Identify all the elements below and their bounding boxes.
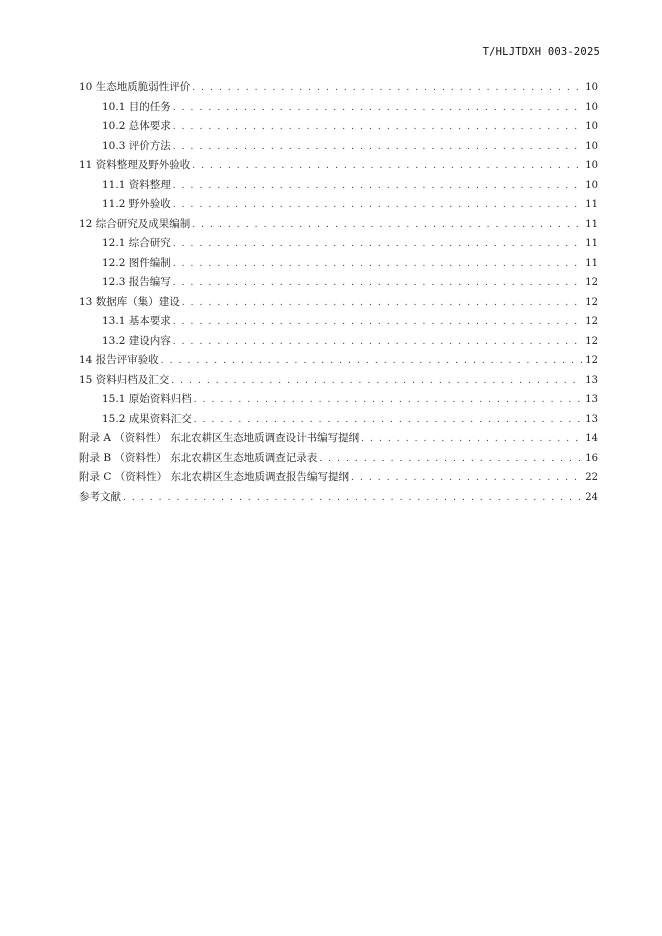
toc-entry[interactable] (79, 176, 598, 196)
toc-dot-leader (319, 450, 582, 470)
toc-page-number: 10 (585, 160, 598, 171)
toc-entry-title: 14 报告评审验收 (79, 354, 159, 366)
toc-dot-leader (351, 469, 582, 489)
toc-page-number: 12 (585, 335, 598, 347)
toc-page-number: 10 (585, 101, 598, 113)
toc-entry[interactable] (79, 332, 598, 352)
toc-entry[interactable] (79, 195, 598, 215)
toc-entry-title: 11.1 资料整理 (102, 178, 171, 191)
toc-page-number: 10 (585, 121, 598, 132)
toc-entry-title: 12.2 图件编制 (102, 256, 171, 269)
toc-entry-title: 15.1 原始资料归档 (102, 393, 192, 405)
toc-entry-title: 12.3 报告编写 (102, 276, 171, 288)
toc-entry-title: 13 数据库（集）建设 (79, 295, 180, 308)
toc-entry[interactable] (79, 234, 598, 254)
toc-entry-title: 附录 A （资料性） 东北农耕区生态地质调查设计书编写提纲 (79, 432, 360, 444)
toc-entry[interactable] (79, 488, 598, 508)
toc-entry-title: 10.2 总体要求 (102, 120, 171, 132)
toc-dot-leader (192, 157, 582, 177)
toc-entry-title: 10.3 评价方法 (102, 139, 171, 152)
toc-dot-leader (173, 99, 583, 119)
toc-dot-leader (194, 411, 583, 431)
toc-entry-title: 附录 B （资料性） 东北农耕区生态地质调查记录表 (79, 451, 318, 464)
toc-entry-title: 12.1 综合研究 (102, 237, 171, 249)
toc-dot-leader (173, 255, 583, 275)
toc-entry[interactable] (79, 273, 598, 293)
toc-entry-title: 参考文献 (79, 490, 121, 503)
toc-entry[interactable] (79, 449, 598, 469)
toc-entry-title: 10 生态地质脆弱性评价 (79, 81, 191, 93)
toc-entry[interactable] (79, 371, 598, 391)
toc-entry[interactable] (79, 390, 598, 410)
toc-dot-leader (194, 391, 583, 411)
toc-page-number: 14 (585, 433, 598, 444)
toc-entry[interactable] (79, 117, 598, 137)
toc-dot-leader (173, 118, 583, 138)
toc-page-number: 12 (585, 296, 598, 308)
toc-page-number: 12 (585, 277, 598, 288)
toc-dot-leader (192, 216, 582, 236)
toc-entry-title: 13.2 建设内容 (102, 334, 171, 347)
toc-entry-title: 15 资料归档及汇交 (79, 373, 170, 386)
toc-entry-title: 12 综合研究及成果编制 (79, 217, 191, 230)
toc-page-number: 11 (585, 238, 598, 249)
toc-page-number: 11 (585, 218, 598, 230)
toc-entry[interactable] (79, 410, 598, 430)
toc-dot-leader (173, 333, 583, 353)
toc-entry[interactable] (79, 351, 598, 371)
toc-dot-leader (161, 352, 583, 372)
toc-entry[interactable] (79, 293, 598, 313)
toc-page-number: 13 (585, 413, 598, 425)
toc-page-number: 16 (585, 452, 598, 464)
toc-dot-leader (361, 430, 582, 450)
toc-page-number: 10 (585, 82, 598, 93)
toc-entry[interactable] (79, 312, 598, 332)
toc-page-number: 13 (585, 374, 598, 386)
toc-entry[interactable] (79, 156, 598, 176)
toc-entry[interactable] (79, 429, 598, 449)
toc-page-number: 24 (585, 491, 598, 503)
toc-entry[interactable] (79, 98, 598, 118)
document-code-header: T/HLJTDXH 003-2025 (482, 46, 600, 58)
table-of-contents (79, 78, 598, 507)
toc-dot-leader (173, 274, 583, 294)
toc-dot-leader (173, 235, 583, 255)
toc-page-number: 10 (585, 179, 598, 191)
toc-entry-title: 10.1 目的任务 (102, 100, 171, 113)
toc-entry-title: 13.1 基本要求 (102, 315, 171, 327)
toc-dot-leader (171, 372, 582, 392)
toc-page-number: 12 (585, 355, 598, 366)
toc-dot-leader (182, 294, 583, 314)
toc-page-number: 11 (585, 257, 598, 269)
toc-entry[interactable] (79, 78, 598, 98)
toc-entry-title: 11 资料整理及野外验收 (79, 159, 191, 171)
toc-dot-leader (173, 196, 583, 216)
toc-dot-leader (173, 313, 583, 333)
toc-entry[interactable] (79, 254, 598, 274)
toc-entry-title: 15.2 成果资料汇交 (102, 412, 192, 425)
toc-entry[interactable] (79, 468, 598, 488)
toc-page-number: 11 (585, 199, 598, 210)
toc-dot-leader (173, 138, 583, 158)
toc-entry[interactable] (79, 137, 598, 157)
toc-dot-leader (173, 177, 583, 197)
toc-entry-title: 附录 C （资料性） 东北农耕区生态地质调查报告编写提纲 (79, 471, 350, 483)
toc-page-number: 22 (585, 472, 598, 483)
toc-dot-leader (192, 79, 582, 99)
toc-entry[interactable] (79, 215, 598, 235)
toc-page-number: 12 (585, 316, 598, 327)
toc-dot-leader (123, 489, 582, 509)
toc-page-number: 10 (585, 140, 598, 152)
toc-entry-title: 11.2 野外验收 (102, 198, 171, 210)
toc-page-number: 13 (585, 394, 598, 405)
